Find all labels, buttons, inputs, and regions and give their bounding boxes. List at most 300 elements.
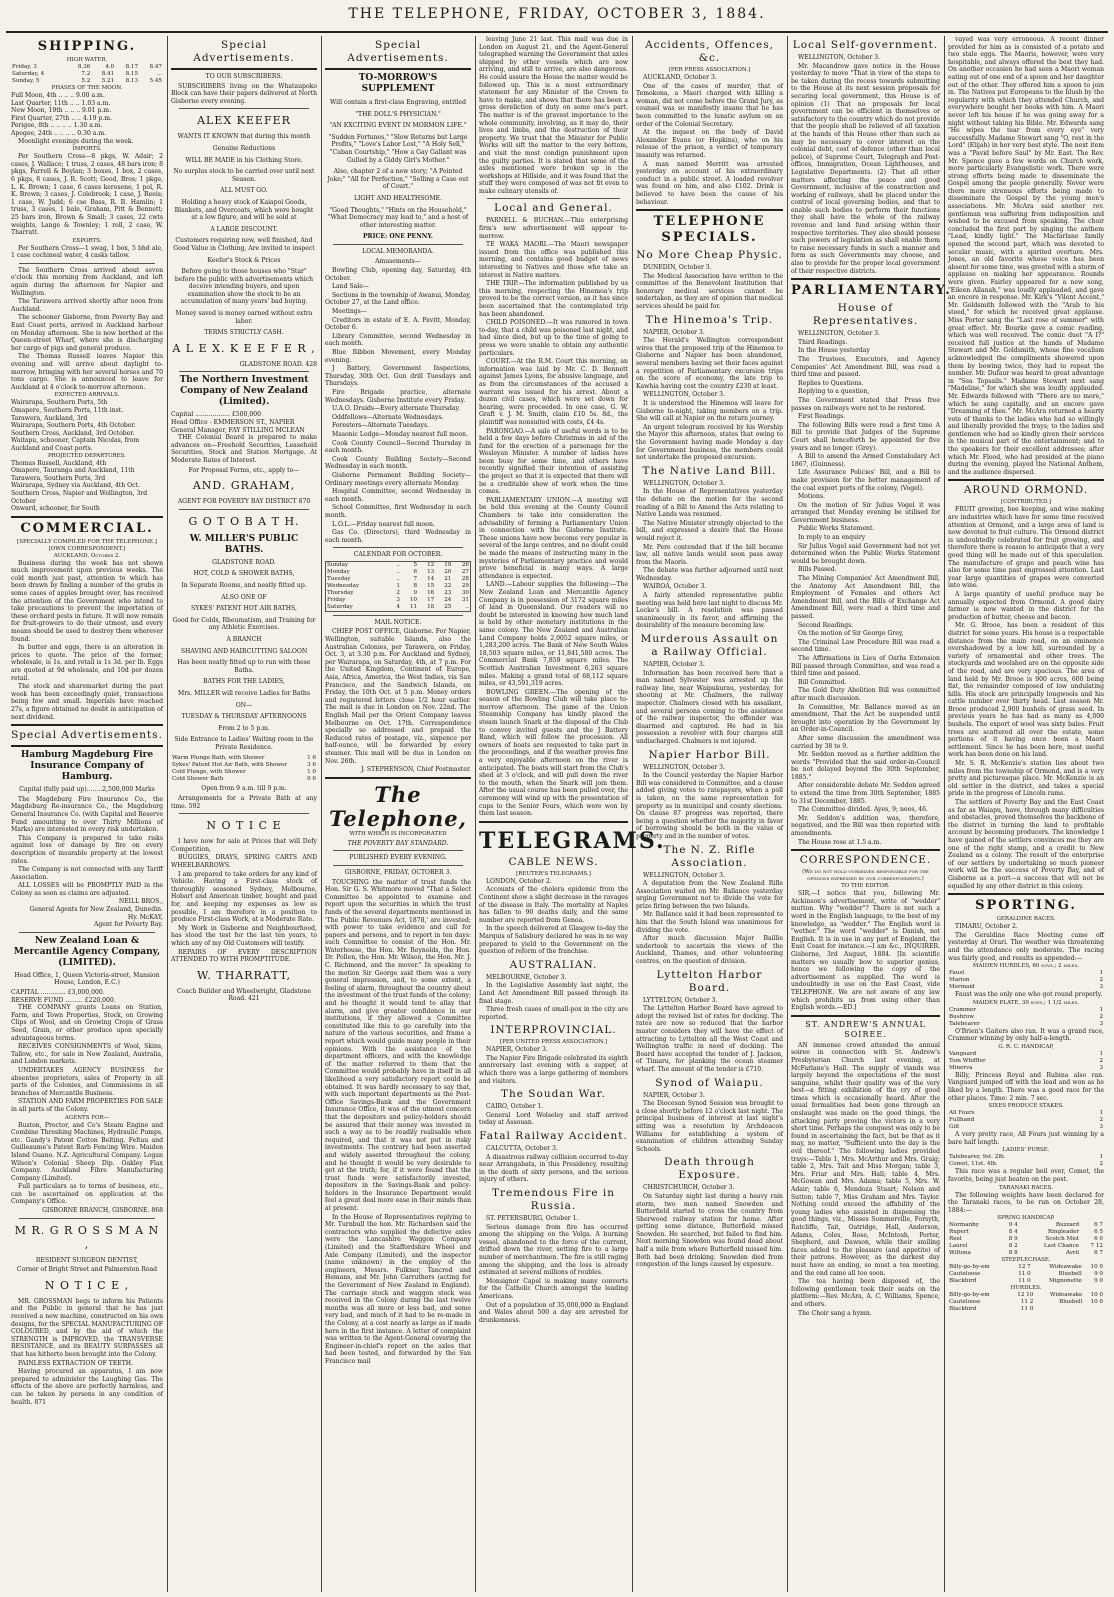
paragraph: Bowling Club, opening day, Saturday, 4th October. [325, 267, 471, 282]
paragraph: J Battery, Government Inspections, Thursday, 30th Oct. Gun drill Tuesdays and Thursdays. [325, 365, 471, 388]
australian-items [479, 974, 628, 1022]
northern-apply: For Proposal Forms, etc., apply to— [188, 466, 300, 474]
table-cell: 9 0 [1094, 1271, 1103, 1278]
ormond-heading: AROUND ORMOND. [963, 484, 1089, 497]
telegrams-heading: TELEGRAMS. [479, 827, 666, 854]
paragraph: Mr. Macandrew gave notice in the House yesterday to move "That in view of the steps to be taken during the recess towards submitting to the House at its next session proposals for securing local government, this House is of opinion (1) That no proposals for local government can be efficient in themselves or satisfactory to the country which do not provide that the people shall be relieved of all taxation at the hands of this House other than such as may be necessary to cover interest on the colonial debt, cost of defence (other than local police), of Supreme Court, Telegraph and Post-offices, Immigration, Ocean Lighthouses, and Legislative Departments. (2) That all other matters affecting the peace and good Government, inclusive of the construction and working of railways, shall be placed under the control of local governing bodies, and that to enable such bodies to perform their functions they shall have the whole of the railway revenue and land fund arising within their respective territories. They also should possess such powers of legislation as shall enable them to raise necessary funds in such a manner and form as such Governments may choose, and also to provide for the proper local government of their respective districts. [791, 62, 940, 275]
list-item: Onward, schooner, for South [11, 505, 100, 513]
tharratt-sign: W. THARRATT, [197, 968, 291, 982]
paragraph: BUGGIES, DRAYS, SPRING CARTS AND WHEELBARROWS. [171, 854, 317, 870]
table-row [948, 1161, 1104, 1168]
taranaki-heading: TARANAKI RACES. [999, 1184, 1053, 1191]
paragraph: The Gold Duty Abolition Bill was committed after much discussion. [791, 687, 940, 702]
table-cell: Blackbird [949, 1278, 977, 1285]
table-row [948, 1236, 1104, 1243]
paragraph: The debate was further adjourned until next Wednesday. [636, 567, 783, 582]
table-cell: 0 6 [307, 776, 316, 783]
paragraph: First Readings. [798, 413, 846, 421]
special-ads-heading: Special Advertisements. [193, 39, 295, 64]
table-cell: 21 [444, 575, 452, 582]
list-item: NEILL BROS., [118, 898, 163, 906]
table-cell: Avril [1065, 1250, 1080, 1257]
tharratt-notice: N O T I C E [206, 819, 282, 833]
hurdles-table [948, 970, 1104, 991]
table-cell: 1 6 [307, 755, 316, 762]
table-row [948, 1058, 1104, 1065]
paragraph: Masonic Lodge—Monday nearest full moon. [332, 430, 469, 438]
table-cell: Faust [949, 970, 965, 977]
table-row [948, 1299, 1104, 1306]
table-cell: 7 [413, 575, 418, 582]
baths-foot: Arrangements for a Private Bath at any time. 592 [171, 795, 317, 810]
ad-line: Money saved is money earned without extra labor. [175, 310, 313, 325]
native-heading: The Native Land Bill. [642, 464, 777, 477]
moonlight-note: Moonlight evenings during the week. [18, 137, 134, 145]
list-item: Waitapu, schooner, Captain Nicolas, from Auckland and Coast ports. [11, 437, 140, 452]
paragraph: An urgent telegram received by his Worship the Mayor this afternoon, states that owing to the Government having made Monday a day for Government business, the members could not undertake the proposed excursion. [636, 423, 783, 462]
geraldine-items [948, 923, 1104, 962]
lyttelton-heading: Lyttelton Harbor Board. [656, 968, 763, 994]
table-cell: Gilt [949, 1124, 960, 1131]
table-cell: 5 [413, 561, 418, 568]
divider [179, 509, 309, 510]
paragraph: Life Assurance Policies' Bill, and a Bill to make provision for the better management of the coal export ports of the colony, (Vogel). [791, 469, 940, 492]
list-item: Full Moon, 4th .. .. .. 9.00 a.m. [11, 92, 105, 99]
northern-office: Head Office - EMMERSON ST., NAPIER [171, 419, 295, 427]
paragraph: After some discussion the amendment was carried by 38 to 9. [791, 734, 940, 750]
keefer-sign: A L E X. K E E F E R , [172, 341, 316, 355]
mail-body: CHIEF POST OFFICE, Gisborne. For Napier, Wellington, suitable Islands, also the Australian Colonies, per Tarawera, on Friday, Oct. 3, at 3.30 p.m. For Auckland and Sydney, per Wairarapa, on Saturday, 4th, at 7 p.m. For the United Kingdom, Continent of Europe, Asia, Africa, America, the West Indies, via San Francisco, and the Sandwich Islands, on Friday, the 10th Oct. at 5 p.m. Money orders and registered letters close 1/2 hour earlier. The mail is due in London on Nov. 22nd. The English Mail per the Orient Company leaves Melbourne on Oct. 17th. Correspondence specially so addressed and prepaid the Reduced rates of postage, viz., sixpence per half-ounce, will be forwarded by every steamer. This mail will be due in London on Nov. 26th. [325, 628, 471, 765]
baths-prices [171, 755, 317, 783]
divider [948, 479, 1104, 481]
arrivals-heading: EXPECTED ARRIVALS. [54, 392, 120, 399]
table-cell: Comet, 11st. 4lb. [949, 1161, 998, 1168]
ad-line: "THE DOLL'S PHYSICIAN." [355, 110, 441, 118]
table-cell: Wideawake [1049, 1292, 1083, 1299]
table-cell: 24 [444, 596, 452, 603]
paragraph: In the House of Representatives replying to Mr. Turnbull the hon. Mr. Richardson said the contractors who supplied the defective axles were the Lancashire Waggon Company (Limited) and the Staffordshire Wheel and Axle Company (Limited), and the inspector (name unknown) in the employ of the engineers, Messrs. Fulkner, Tancred and Hemans, and Mr. John Carruthers (acting for the Government of New Zealand in England). The carriage stock and waggon stock was received in the Colony during the last twelve months was all more or less bad, and some very bad, and much of it had to be re-made in the Colony, at a cost nearly as large as if made here in the first instance. A letter of complaint was written to the Agent-General covering the Engineer-in-chief's report on the axles that had been tested, and forwarded by the San Francisco mail [325, 1213, 471, 1365]
paragraph: AUCKLAND, October 3. [643, 74, 717, 81]
northern-manager: General Manager, FAY STILLING MCLEAN [171, 426, 305, 434]
table-cell: 15 [427, 582, 435, 589]
list-item: First Quarter, 27th .. .. 4.19 p.m. [11, 114, 112, 122]
table-cell: 2 [396, 589, 400, 596]
table-cell: 9 4 [1008, 1222, 1018, 1229]
paragraph: NAPIER, October 3. [643, 1091, 705, 1099]
paragraph: The Government stated that Press free passes on railways were not to be restored. [791, 396, 940, 412]
interprovincial-items [479, 1046, 628, 1085]
divider [11, 516, 163, 518]
ad-line: Side Entrance to Ladies' Waiting room in the Private Residence. [174, 736, 314, 751]
plate-heading: MAIDEN PLATE, 30 sovs.; 1 1/2 miles. [972, 999, 1080, 1006]
plate-table [948, 1007, 1104, 1028]
table-row [326, 597, 471, 604]
agents-list: Ruston, Proctor, and Co's Steam Engine and Combine Threshing Machines, Hydraulic Pumps, etc. Gandy's Patent Cotton Belting. Feltau and Guilleaume's Patent Barb Fencing Wire. Maiden Island Guano. N.Z. Agricultural Company. Logan Wilson's Colonial Sheep Dip. Oakley Flax Company. Auckland Fibre Manufacturing Company (Limited). [11, 1121, 163, 1182]
ad-line: A LARGE DISCOUNT. [210, 225, 278, 233]
paragraph: The Tarawera arrived shortly after noon from Auckland. [11, 298, 163, 313]
fatal-heading: Fatal Railway Accident. [479, 1130, 628, 1143]
divider [791, 849, 940, 851]
ad-line: SHAVING AND HAIRCUTTING SALOON [180, 647, 308, 655]
list-item: New Moon, 19th .. .. .. 9.01 p.m. [11, 107, 112, 115]
table-row [948, 1278, 1104, 1285]
list-item: Southern Cross, Napier and Wellington, 3rd October [11, 489, 148, 505]
table-cell: 6 7 [1094, 1250, 1103, 1257]
table-cell: 17 [427, 596, 435, 603]
paragraph: The Criminal Law Procedure Bill was read a second time. [791, 638, 940, 654]
table-cell: Minerva [949, 1064, 973, 1071]
ad-line: ALL MUST GO. [220, 187, 268, 195]
table-cell: ... [156, 71, 162, 77]
paragraph: Business during the week has not shown much improvement upon previous weeks. The cold month just past, attention to which has been drawn by finding a number of the grubs in some cases of apples brought over, has received the attention of the Government who intend to take precautions to prevent the importation of these orchard pests in future. It will now remain for fruit-growers to do their utmost, and every means should be used to destroy them wherever found. [11, 559, 163, 643]
table-cell: 6 0 [1094, 1236, 1103, 1243]
ad-line: Mrs. MILLER will receive Ladies for Baths [178, 689, 310, 697]
imports-text: Per Southern Cross—8 pkgs, W. Adair; 2 cases, J. Wallace; 1 truss, 2 cases, 48 bars iron; 8 pkgs, Farrell & Boylan; 3 boxes, 1 box, 2 cases, 6 pkgs, 6 cases, J. R. Scott; Good, Bros; 1 pkge, L. K. Brown; 1 case, 6 cases kerosene, 1 pol, R. K. Brown; 3 cases, J. Colebrook; 1 case, J. Reeis; 1 case, W. Judd; 6 cse Bass, R. B. Hamlin; 1 truss, 3 cases, 1 bale, Graham, Pitt & Bennett; 25 bars iron, Brown & Small; 3 cases, 22 cwts weights, Lange & Townley; 1 roll, 2 case, W. Tharratt. [11, 153, 163, 237]
table-row [948, 1021, 1104, 1028]
paragraph: Mr. Pere contended that if the bill became law, all native lands would soon pass away from the Maoris. [636, 543, 783, 566]
paragraph: WELLINGTON, October 3. [643, 871, 725, 879]
table-cell: .. [396, 561, 400, 568]
table-cell: Mignonette [1048, 1278, 1082, 1285]
table-cell: 10 0 [1090, 1264, 1103, 1271]
table-row [948, 1229, 1104, 1236]
paragraph: WELLINGTON, October 3. [798, 330, 880, 338]
table-row [948, 1014, 1104, 1021]
paragraph: LAND.—Labour supplies the following:—The New Zealand Loan and Mercantile Agency Company is in possession of 3172 square miles of land in Queensland. Our readers will no doubt be interested in knowing how much land is held by other monetary institutions in the same colony. The New Zealand and Australian Land Company holds 2,0052 square miles, or 1,283,200 acres. The Bank of New South Wales 18,503 square miles, or 11,841,580 acres. The Commercial Bank 7,859 square miles. The Scottish Australian Investment 6,263 square miles. Making a grand total of 68,112 square miles, or 43,591,319 acres. [479, 581, 628, 688]
paragraph: It is understood the Hinemoa will leave for Gisborne to-night, taking members on a trip. She will call at Napier on the return journey. [636, 400, 783, 423]
divider [171, 68, 317, 70]
paragraph: Gisborne Permanent Building Society—Ordinary meetings every alternate Monday. [325, 471, 471, 487]
parliamentary-heading: PARLIAMENTARY. [791, 283, 952, 299]
divider [11, 724, 163, 726]
reps-heading: House of Representatives. [812, 302, 919, 328]
column-2 [168, 36, 320, 1592]
list-item: Tarawera, Southern Ports, 3rd [11, 474, 106, 482]
ad-line: TUESDAY & THURSDAY AFTERNOONS [181, 713, 307, 721]
paragraph: Sections in the township of Awanui, Monday, October 27, at the Land office. [325, 291, 471, 307]
paragraph: This Company is prepared to take risks against loss or damage by fire on every description of insurable property at the lowest rates. [11, 834, 163, 865]
correspondence-body: SIR,—I notice that you, following Mr. Aickinson's advertisement, write of "wedder" mutton. Why "wedder"? There is not such a word in the English language, to the best of my knowledge, as "wedder." The English word is "wether." The word "wedder" is Danish, not English. It is in use in any part of England, the East Coast for instance.—I am &c., INQUIRER. Gisborne, 3rd August, 1884. [In scientific matters we usually bow to superior genius, hence we following the copy of the advertisement as supplied. The word is undoubtedly in use on the East Coast, vide TELEPHONE. We are not aware of any law which prohibits us from using other than English words.—ED.] [791, 890, 940, 1012]
fire-heading: Tremendous Fire in Russia. [491, 1187, 616, 1212]
paragraph: In the House yesterday [798, 347, 870, 355]
paragraph: Information has been received here that a man named Sylvester was arrested up the railway line, near Waipukurau, yesterday, for shooting at Mr. Chalmers, the railway inspector. Chalmers closed with his assailant, and several persons coming to the assistance of the railway inspector, the offender was disarmed and captured. He had in his possession a revolver with four charges still undischarged. Chalmers is not injured. [636, 669, 783, 745]
table-cell: 26 [461, 561, 469, 568]
soudan-heading: The Soudan War. [500, 1088, 607, 1101]
produce-table [948, 1110, 1104, 1131]
paragraph: L.O.L.—Friday nearest full moon. [332, 520, 435, 528]
baths-hours: Open from 9 a.m. till 9 p.m. [201, 785, 287, 793]
soiree-heading: ST. ANDREW'S ANNUAL SOIREE. [805, 1019, 926, 1039]
ad-line: SYKES' PATENT HOT AIR BATHS, [191, 605, 297, 613]
table-cell: Wednesday [327, 582, 360, 589]
table-row [11, 78, 163, 85]
list-item: Apogee, 24th .. .. .. .. 0.30 a.m. [11, 129, 107, 137]
cable-heading: CABLE NEWS. [508, 855, 599, 868]
table-cell: 3 [1099, 984, 1103, 991]
table-cell: 1 0 [307, 769, 316, 776]
masthead-rule [6, 31, 1108, 33]
paragraph: THE COMPANY grants Loans on Station, Farm, and Town Properties, Stock, on Growing Clips of Wool, and on Growing Crops of Grass Seed, Grain, or other produce upon specially advantageous terms. [11, 1004, 163, 1042]
table-cell: 10 [409, 596, 418, 603]
paragraph: WELLINGTON, October 3. [643, 391, 725, 399]
divider [791, 1015, 940, 1017]
table-row [948, 970, 1104, 977]
table-row [326, 576, 471, 583]
ad-line: ALSO ONE OF [221, 593, 267, 601]
reuters-tag: [REUTER'S TELEGRAMS.] [516, 870, 591, 877]
list-item: Tarawera, Auckland, 3rd [11, 414, 88, 422]
fatal-items [479, 1145, 628, 1184]
table-cell: Last Chance [1043, 1243, 1080, 1250]
sporting-heading: SPORTING. [975, 898, 1077, 914]
paragraph: Foresters—Alternate Tuesdays. [332, 422, 430, 430]
table-cell: Sunday, 5 [12, 78, 40, 84]
keefer-title: ALEX KEEFER [197, 114, 291, 128]
table-cell: Vanguard [949, 1050, 977, 1057]
table-row [948, 1117, 1104, 1124]
paragraph: Mr. Seddon's addition was, therefore, negatived, and the Bill was then reported with amendments. [791, 814, 940, 838]
moon-list [11, 92, 163, 138]
table-row [948, 1154, 1104, 1161]
table-cell: 2 [1099, 1161, 1103, 1168]
table-cell: 3 [396, 596, 400, 603]
dateline: AUCKLAND, October 2. [53, 552, 121, 559]
paragraph: UNDERTAKES AGENCY BUSINESS for absentee proprietors, sales of Property in all parts of the Colonies, and Commissions in all branches of Mercantile Business. [11, 1066, 163, 1097]
hamburg-ad-title: Hamburg Magdeburg Fire Insurance Company of Hamburg. [20, 750, 154, 783]
table-cell: Normanby [949, 1222, 979, 1229]
table-cell: All Fours [949, 1110, 975, 1117]
keefer-lines [171, 133, 317, 336]
paragraph: The Napier Fire Brigade celebrated its eighth anniversary last evening with a supper, at which there was a large gathering of members and visitors. [479, 1054, 628, 1085]
table-row [171, 776, 317, 783]
paragraph: A large quantity of useful produce may be annually expected from Ormond. A good dairy farmer is now wanted in the district for the production of butter, cheese and bacon. [948, 590, 1104, 621]
memo-sub: Amusements— [375, 257, 421, 265]
paragraph: In the Council yesterday the Napier Harbor Bill was considered in Committee, and a clause added giving votes to ratepayers, when a poll is taken, on the same representation for property as in municipal and county elections. On clause 87 progress was reported, there being a question whether the majority in favor of borrowing should be both in the value of property and in the number of votes. [636, 772, 783, 840]
paragraph: Cook County Building Society—Second Wednesday in each month. [325, 455, 471, 471]
table-row [948, 1292, 1104, 1299]
table-cell: 19 [444, 561, 452, 568]
table-cell: 5.21 [101, 78, 115, 84]
ormond-body [948, 506, 1104, 890]
divider [948, 893, 1104, 895]
harbor-heading: Napier Harbor Bill. [648, 748, 771, 761]
keefer-address: GLADSTONE ROAD. 428 [239, 360, 317, 368]
list-item: Wairarapa, Southern Ports, 4th October. [11, 422, 136, 430]
table-row [171, 762, 317, 769]
table-cell: Warm Plunge Bath, with Shower [172, 755, 265, 762]
table-cell: 9 0 [1094, 1278, 1103, 1285]
divider [11, 745, 163, 747]
column-1 [8, 36, 166, 1592]
paragraph: LYTTELTON, October 3. [643, 996, 718, 1004]
table-cell: Crammer [949, 1006, 976, 1013]
imports-heading: IMPORTS. [72, 146, 102, 153]
paragraph: Oddfellows—Alternate Wednesdays. [332, 413, 444, 421]
column-3 [322, 36, 474, 1592]
table-cell: 1 [1099, 1154, 1103, 1161]
mail-sign: J. STEPHENSON, Chief Postmaster. [361, 766, 471, 774]
departures-list [11, 460, 163, 513]
table-cell: 1 [1099, 970, 1103, 977]
table-cell: 8.36 [77, 64, 91, 70]
table-cell: 8 [413, 582, 418, 589]
table-cell: 8 4 [1008, 1229, 1018, 1236]
table-cell: 5.2 [81, 78, 91, 84]
table-cell: Talebearer [949, 1020, 980, 1027]
table-cell: 3 [1099, 1020, 1103, 1027]
tide-rows [11, 64, 163, 85]
tharratt-lines [171, 838, 317, 964]
table-cell: 3 [1099, 1124, 1103, 1131]
table-cell: 8 2 [1008, 1243, 1018, 1250]
ad-line: TERMS STRICTLY CASH. [204, 329, 284, 337]
list-item: Agent for Poverty Bay. [94, 921, 163, 929]
table-cell: Cold Shower Bath [172, 776, 224, 783]
paragraph: DUNEDIN, October 3. [643, 264, 712, 272]
paragraph: In Committee, Mr. Ballance moved as an amendment, That the Act be suspended until brought into operation by the Government by an Order-in-Council. [791, 703, 940, 734]
paragraph: On the motion of Sir George Grey, [798, 630, 904, 638]
paragraph: Creditors in estate of E. A. Pavitt, Monday, October 6. [325, 316, 471, 332]
soiree-continued: vayed was very erroneous. A recent dinner provided for him as is consisted of a potato and two stale eggs. The Maoris, however, were very hospitable, and always offered the best they had. On another occasion he had seen a Maori woman eating out of one end of a spoon and her daughter out of the other. They offered him a spoon to join in. The Natives put Europeans to the blush by the regularity with which they attended Church, and everywhere bought her books with him. A Maori never left his house if he was going away for a night without taking his Bible. Mr. Edwards sang "He wipes the tear from every eye" very successfully. Madame Stewart sang "O, rest in the Lord" (Elijah) in her very best style. The next item was a "Pavid before Saul" by Mr. East. The Rev. Mr. Spence gave a few words on Church work, more particularly Evangelistic work. There were strong efforts being made to disseminate the Gospel among the people generally. Never were there more strenuous efforts being made to disseminate the Gospel by the young men's associations. Mr. McAra said another rev. gentleman was suffering from indisposition and wished to be excused from speaking. The choir concluded the first part by singing the anthem "Lead, kindly light." The Macfarlane family opened the second part, which was devoted to secular music, with a spirited overture. Mrs. Jones, an old favorite whose voice has been absent for some time, was greeted with a storm of applause on making her appearance. Rounds were given. Fairley appeared for a new song, "Eileen Allanah," was loudly applauded, and gave an encore in response. Mr. Kirk's "Vilent Accent," Mr. Goldsmith followed with the "Arab to his steed," for which he received great applause. Miss Porter sang the "Last rose of summer" with great effect. Mr. Bourke gave a comic reading, which was well received. The comic duet "A I?" received full justice at the hands of Madame Stewart and Mr. Goldsmith, whose fine vocalism acknowledged the compliments showered upon them by bowing twice, they had to repeat the number. Mr. Dufaur was heard to great advantage in "Sea Topsails." Madame Stewart next sang "Madeline," for which she was loudly applauded. Mr. Edwards followed with "There are no more," which he sang capitally, and an encore gave "Dreaming of thee." Mr. McAra returned a hearty vote of thanks to the ladies who had so willingly and liberally provided the trays; to the ladies and gentlemen who had so kindly given their services in the musical part of the entertainment; and to the speakers for their excellent addresses; after which Mr. Flood, who had presided at the piano during the evening, played the National Anthem, and the audience dispersed. [948, 36, 1104, 476]
paragraph: Serious damage from fire has occurred among the shipping on the Volga. A burning vessel, abandoned to the force of the current, drifted down the river, setting fire to a large number of merchantmen. The fire is still raging among the shipping, and the loss is already estimated at several millions of roubles. [479, 1223, 628, 1277]
table-cell: 8 8 [1008, 1250, 1018, 1257]
table-cell: 11 0 [1018, 1278, 1031, 1285]
table-row [948, 1065, 1104, 1072]
table-row [948, 1051, 1104, 1058]
paragraph: WELLINGTON, October 3. [643, 763, 725, 771]
table-cell: 28 [461, 575, 469, 582]
ad-line: No surplus stock to be carried over until next Season. [173, 168, 315, 183]
table-row [948, 1243, 1104, 1250]
local-items [479, 217, 628, 817]
table-cell: 23 [444, 589, 452, 596]
murder-items [636, 661, 783, 746]
table-cell: 4 [396, 603, 400, 610]
paragraph: ST. PETERSBURG, October 1. [486, 1215, 579, 1222]
commercial-heading: COMMERCIAL. [20, 520, 154, 536]
calendar-heading: CALENDAR FOR OCTOBER. [353, 551, 443, 559]
mail-heading: MAIL NOTICE. [374, 618, 422, 626]
paragraph: CHRISTCHURCH, October 3. [643, 1184, 735, 1192]
table-cell: Tom Whiffler [949, 1057, 986, 1064]
ad-line: Before going to those houses who "Star" before the public with advertisements which deceive intending buyers, and upon examination show the stock to be an accumulation of many years' bad buying. [174, 268, 314, 306]
table-cell: 30 [461, 589, 469, 596]
paragraph: WELLINGTON, October 3. [798, 54, 880, 61]
divider [333, 865, 463, 866]
paragraph: RECEIVES CONSIGNMENTS of Wool, Skins, Tallow, etc., for sale in New Zealand, Australia, and London markets. [11, 1043, 163, 1066]
spring-table [948, 1222, 1104, 1257]
divider [333, 547, 463, 548]
table-cell: Monday [327, 568, 350, 575]
correspondence-sub: (We do not hold ourselves responsible for the opinions expressed by our correspondents.) [802, 869, 929, 883]
list-item: Wairarapa, Southern Ports, 5th [11, 399, 108, 407]
steeple-table [948, 1264, 1104, 1285]
table-cell: 8.13 [125, 78, 139, 84]
exposure-heading: Death through Exposure. [664, 1156, 755, 1182]
paper-sub2: THE POVERTY BAY STANDARD. [347, 839, 449, 847]
local-gov-heading: Local Self-government. [792, 39, 939, 51]
northern-body: THE Colonial Board is prepared to make advances on—Freehold Securities, Leasehold Securities, Stock and Station Mortgage. At Moderate Rates of Interest. [171, 434, 317, 464]
grossman-sub: RESIDENT SURGEON DENTIST, [35, 1256, 139, 1264]
list-item: General Agents for New Zealand, Dunedin. [29, 906, 163, 914]
table-cell: 12 [427, 561, 435, 568]
table-cell: 9 [413, 589, 418, 596]
paragraph: In reply to an enquiry [798, 534, 866, 542]
high-water-heading: HIGH WATER. [66, 57, 108, 63]
fire-items [479, 1215, 628, 1324]
grossman-notice: N O T I C E , [44, 1278, 130, 1292]
paragraph: BOWLING GREEN.—The opening of the season of the Bowling Club will take place to-morrow afternoon. The game of the Union Steamship Company has kindly placed the steam launch Snark at the disposal of the Club to convey invited guests and the J Battery Band, which will follow the procession. All owners of boats are requested to take part in the proceedings, and if the weather proves fine a very enjoyable afternoon on the river is anticipated. The boats will start from the Club's shed at 3 o'clock, and will pull down the river to the mouth, when the Snark will join them. After the usual course has been pulled over, the ceremony will wind up with the presentation of cups to the Senior Fours, which were won by them last season. [479, 688, 628, 818]
exposure-items [636, 1184, 783, 1269]
table-cell: Scotch Mist [1045, 1236, 1080, 1243]
ladies-note: This race was a regular boil over, Comet, the favorite, being just beaten on the post. [948, 1168, 1104, 1184]
table-cell: 2 [1099, 977, 1103, 984]
list-item: Hy. McKAY, [127, 913, 163, 921]
ad-line: "Good Thoughts," "Hints on the Household," "What Democracy may lead to," and a host of other interesting matter. [327, 206, 469, 229]
list-item: Wairarapa, Sydney via Auckland, 4th Oct. [11, 482, 140, 490]
paragraph: The tea having been disposed of, the following gentlemen took their seats on the platform:—Rev. McAra, A. C. Williams, Spence, and others. [791, 1278, 940, 1308]
table-row [171, 755, 317, 762]
table-cell: 8 9 [1008, 1236, 1018, 1243]
paragraph: Mr. Ballance said it had been represented to him that the South Island was unanimous for dividing the vote. [636, 911, 783, 934]
table-cell: Blackbird [949, 1306, 977, 1313]
paragraph: PARNELL & BUCHAN.—This enterprising firm's new advertisement will appear to-morrow. [479, 217, 628, 240]
paragraph: TIMARU, October 2. [955, 923, 1018, 931]
table-cell: Tuesday [327, 575, 351, 582]
paper-sub1: WITH WHICH IS INCORPORATED [349, 830, 447, 837]
table-row [948, 977, 1104, 984]
correspondence-to: TO THE EDITOR. [841, 883, 890, 890]
paragraph: PARONGAO.—A sale of useful words is to be held a few days before Christmas in aid of the fund for the erection of a parsonage for the Wesleyan Minister. A number of ladies have been busy for some time, and others have recently signified their intention of assisting the project so that it is expected that there will be a creditable show of work when the time comes. [479, 427, 628, 496]
table-cell: 1 [396, 582, 400, 589]
ad-line: ON— [235, 701, 253, 709]
northern-agent: AND. GRAHAM, [192, 479, 296, 493]
column-6 [788, 36, 952, 1592]
calendar-table [325, 561, 471, 612]
northern-capital: Capital .................. £500,000 [171, 411, 261, 419]
table-cell: .. [396, 575, 400, 582]
paragraph: Sir Julius Vogel said Government had not yet determined when the Public Works Statement would be brought down. [791, 542, 940, 565]
paragraph: A fairly attended representative public meeting was held here last night to discuss Mr. Locke's bill. A resolution was passed unanimously in its favor, and affirming the desirability of the measure becoming law. [636, 592, 783, 630]
paragraph: Meetings— [332, 308, 367, 316]
editorial-continued: leaving June 21 last. This mail was due in London on August 21, and the Agent-General telegraphed warning the Government that axles shipped by other vessels which are now arriving, and still to arrive, are also dangerous. He could assure the House the matter would be followed up. This is a most extraordinary statement for any Minister of the Crown to have to make, and shows that there has been a gross dereliction of duty on some one's part. The matter is of the gravest importance to the whole community, involving, as it may do, their lives and limbs, and the destruction of their property. We trust that the Minister for Public Works will sift the matter to the very bottom, and visit the most condign punishment upon the guilty parties. It is stated that some of the axles mentioned were broken up in the workshops at Hillside, and it was found that the stuff they were composed of was not fit even to make culinary utensils of. [479, 36, 628, 195]
table-row [948, 984, 1104, 991]
paragraph: In butter and eggs, there is an alteration in prices to quote. The price of the former, wholesale, is 1s. and retail is 1s 3d. per lb. Eggs are quoted at 9d wholesale, and 10d per dozen retail. [11, 644, 163, 682]
ad-line: Good for Colds, Rheumatism, and Training for any Athletic Exercises. [172, 616, 316, 632]
ad-line: WANTS IT KNOWN that during this month [177, 133, 311, 141]
paragraph: Motions. [798, 493, 825, 501]
table-cell: Fullhand [949, 1117, 975, 1124]
paragraph: Mr. G. Brooe, has been a resident of this district for some years. His house is a respectable distance from the main road, on an eminence overshadowed by a low hill, surrounded by a variety of ornamental and other trees. The stockyards and woolshed are on the opposite side of the road, and are very spacious. The area of land held by Mr. Brooe is 900 acres, 600 being flat, the remainder composed of low undulating hills. His stock are principally longwools and his cattle number over thirty head. Last season Mr. Brooe produced 2,900 bushels of grass seed. In previous years he has had as many as 4,000 bushels. The export of wool was sixty bales. Fruit trees are scattered all over the estate, some portions of it having once been a Maori settlement. Since he has been here, most useful work has been done on his land. [948, 622, 1104, 759]
nz-loan-body [11, 1004, 163, 1113]
accidents-items [636, 74, 783, 206]
lyttelton-items [636, 997, 783, 1074]
ad-line: "AN EXCITING EVENT IN MORMON LIFE." [329, 122, 467, 130]
table-row [948, 1271, 1104, 1278]
divider [325, 68, 471, 70]
paragraph: Hospital Committee, second Wednesday in each month. [325, 488, 471, 503]
ladies-heading: LADIES' PURSE. [1002, 1147, 1050, 1154]
list-item: Thomas Russell, Auckland, 4th [11, 459, 107, 467]
nz-loan-office: Head Office, 1, Queen Victoria-street, Mansion House, London, E.C.) [14, 971, 160, 987]
paragraph: Bills Passed. [798, 566, 837, 574]
divider [179, 108, 309, 109]
paragraph: THE TRIP.—The information published by us this morning, respecting the Hinemoa's trip proved to be the correct version, as it has since been ascertained that the contemplated trip has been abandoned. [479, 280, 628, 318]
paragraph: Public Works Statement. [798, 525, 875, 533]
table-row [171, 769, 317, 776]
column-4 [476, 36, 666, 1592]
table-cell: 1 [1099, 1006, 1103, 1013]
